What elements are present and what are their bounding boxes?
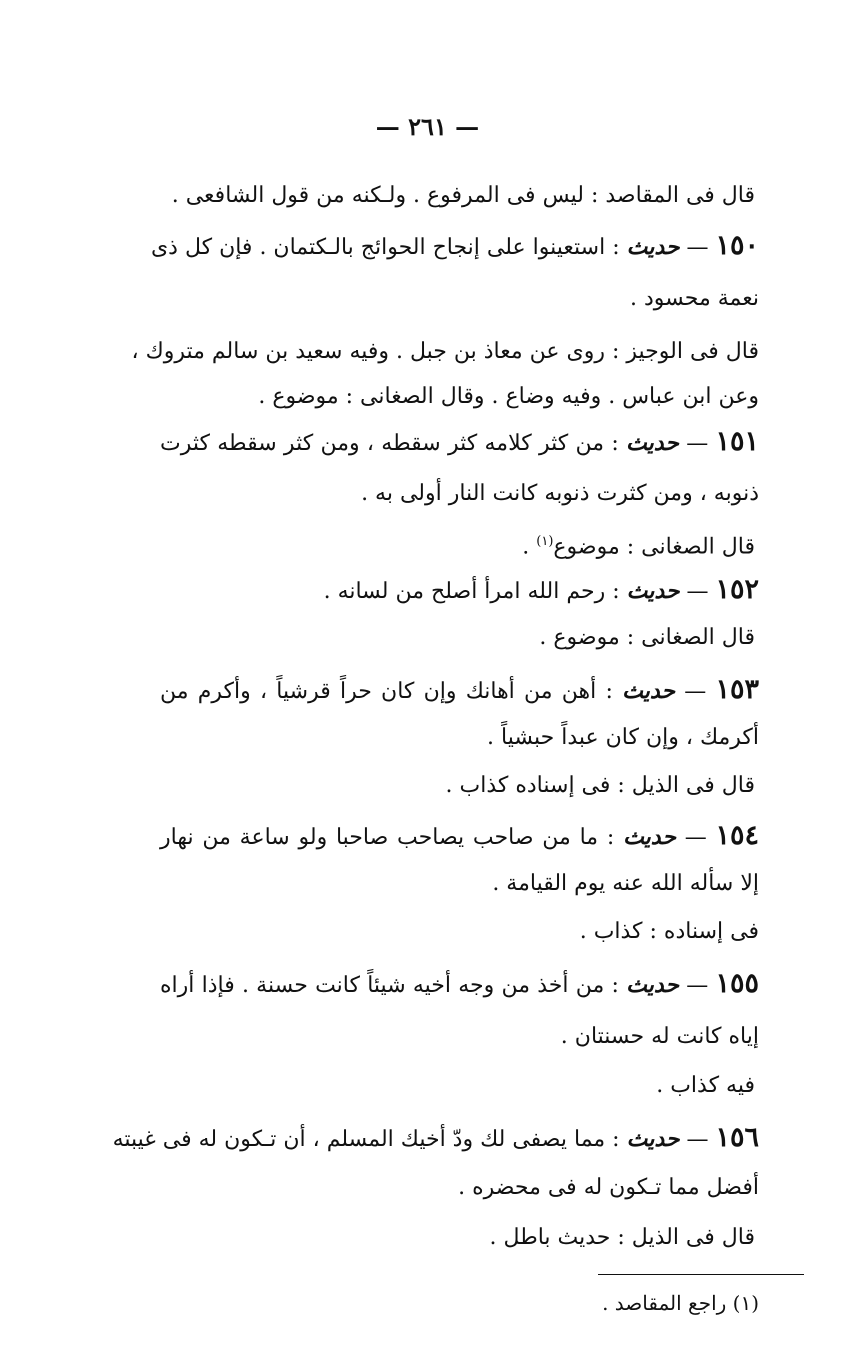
hadith-label: حديث	[626, 972, 680, 998]
hadith-heading: ١٥٤ — حديث : ما من صاحب يصاحب صاحبا ولو ساعة من نهار	[160, 820, 759, 851]
text-line: نعمة محسود .	[629, 286, 759, 311]
text-line: أفضل مما تـكون له فى محضره .	[458, 1175, 759, 1200]
text-line: إلا سأله الله عنه يوم القيامة .	[492, 871, 759, 896]
text-line: أكرمك ، وإن كان عبداً حبشياً .	[487, 725, 759, 750]
hadith-number: ١٥٣	[715, 674, 759, 705]
hadith-label: حديث	[626, 578, 680, 604]
text-line: فيه كذاب .	[656, 1073, 755, 1098]
footnote: (١) راجع المقاصد .	[602, 1291, 759, 1315]
hadith-heading: ١٥٦ — حديث : مما يصفى لك ودّ أخيك المسلم ، أن تـكون له فى غيبته	[112, 1122, 759, 1153]
text-line: قال فى الذيل : حديث باطل .	[489, 1225, 755, 1250]
hadith-number: ١٥٠	[715, 230, 759, 261]
text-line: قال فى الوجيز : روى عن معاذ بن جبل . وفيه سعيد بن سالم متروك ،	[131, 339, 759, 364]
hadith-heading: ١٥٣ — حديث : أهن من أهانك وإن كان حراً قرشياً ، وأكرم من	[160, 674, 759, 705]
hadith-number: ١٥٦	[715, 1122, 759, 1153]
text-line: فى إسناده : كذاب .	[579, 919, 759, 944]
hadith-number: ١٥٢	[715, 574, 759, 605]
hadith-label: حديث	[622, 678, 676, 704]
footnote-marker: (١)	[536, 534, 554, 549]
hadith-label: حديث	[626, 1126, 680, 1152]
text-line: قال الصغانى : موضوع .	[539, 625, 755, 650]
text-line: قال الصغانى : موضوع$^{(١)}$ .	[522, 534, 755, 560]
hadith-label: حديث	[623, 824, 676, 850]
hadith-heading: ١٥١ — حديث : من كثر كلامه كثر سقطه ، ومن كثر سقطه كثرت	[160, 426, 759, 457]
footnote-divider	[598, 1274, 804, 1275]
text-line: ذنوبه ، ومن كثرت ذنوبه كانت النار أولى به .	[361, 481, 759, 506]
hadith-number: ١٥١	[715, 426, 759, 457]
hadith-label: حديث	[626, 234, 680, 260]
hadith-heading: ١٥٢ — حديث : رحم الله امرأ أصلح من لسانه .	[323, 574, 759, 605]
text-line: قال فى الذيل : فى إسناده كذاب .	[445, 773, 755, 798]
text-line: إياه كانت له حسنتان .	[560, 1024, 759, 1049]
hadith-number: ١٥٤	[715, 820, 759, 851]
hadith-number: ١٥٥	[715, 968, 759, 999]
hadith-heading: ١٥٥ — حديث : من أخذ من وجه أخيه شيئاً كانت حسنة . فإذا أراه	[160, 968, 759, 999]
hadith-label: حديث	[626, 430, 679, 456]
text-line: قال فى المقاصد : ليس فى المرفوع . ولـكنه من قول الشافعى .	[171, 183, 755, 208]
text-line: وعن ابن عباس . وفيه وضاع . وقال الصغانى : موضوع .	[258, 384, 759, 409]
hadith-heading: ١٥٠ — حديث : استعينوا على إنجاح الحوائج بالـكتمان . فإن كل ذى	[150, 230, 759, 261]
page-number: — ٢٦١ —	[375, 112, 480, 141]
